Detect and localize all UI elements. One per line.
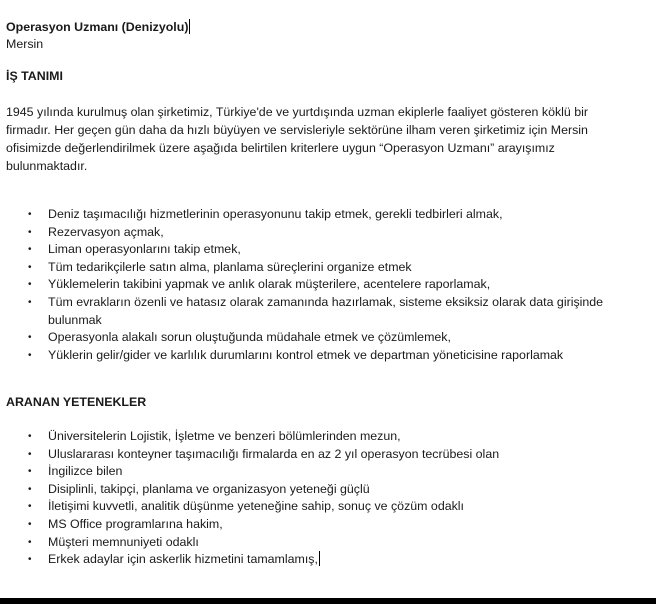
list-item	[6, 259, 603, 277]
list-item	[6, 534, 499, 552]
list-item-text: Liman operasyonlarını takip etmek,	[48, 242, 241, 257]
bullet-icon: •	[28, 244, 32, 256]
section-heading-requirements: ARANAN YETENEKLER	[6, 395, 147, 409]
list-item	[6, 481, 499, 499]
bullet-icon: •	[28, 261, 32, 273]
list-item-text: Tüm evrakların özenli ve hatasız olarak zamanında hazırlamak, sisteme eksiksiz olarak data girişinde	[48, 294, 604, 309]
intro-line: ofisimizde değerlendirilmek üzere aşağıda belirtilen kriterlere uygun “Operasyon Uzmanı” arayışımız	[6, 141, 555, 155]
bullet-icon: •	[28, 431, 32, 442]
bullet-icon: •	[28, 296, 32, 308]
list-item	[6, 294, 603, 329]
text-cursor	[319, 551, 320, 566]
duties-list	[6, 206, 603, 364]
section-heading-job-description: İŞ TANIMI	[6, 69, 63, 83]
list-item-text: Müşteri memnuniyeti odaklı	[48, 534, 199, 549]
list-item	[6, 241, 603, 259]
intro-paragraph	[6, 103, 636, 175]
list-item	[6, 498, 499, 516]
list-item	[6, 347, 603, 365]
text-cursor	[189, 19, 190, 34]
list-item-text: İngilizce bilen	[48, 464, 123, 479]
intro-line: 1945 yılında kurulmuş olan şirketimiz, Türkiye'de ve yurtdışında uzman ekiplerle faaliyet gösteren köklü bir	[6, 105, 589, 119]
bullet-icon: •	[28, 226, 32, 238]
bullet-icon: •	[28, 536, 32, 548]
list-item-text: Rezervasyon açmak,	[48, 224, 164, 239]
bullet-icon: •	[28, 448, 32, 460]
bullet-icon: •	[28, 279, 32, 291]
list-item-text: İletişimi kuvvetli, analitik düşünme yeteneğine sahip, sonuç ve çözüm odaklı	[48, 499, 464, 514]
list-item-text: Tüm tedarikçilerle satın alma, planlama süreçlerini organize etmek	[48, 259, 412, 274]
list-item-text: Yüklemelerin takibini yapmak ve anlık olarak müşterilere, acentelere raporlamak,	[48, 277, 491, 292]
bullet-icon: •	[28, 483, 32, 495]
list-item-text-continuation: bulunmak	[48, 312, 102, 327]
list-item-text: Üniversitelerin Lojistik, İşletme ve benzeri bölümlerinden mezun,	[48, 429, 401, 443]
bullet-icon: •	[28, 518, 32, 530]
list-item-text: MS Office programlarına hakim,	[48, 516, 223, 531]
list-item-text: Disiplinli, takipçi, planlama ve organizasyon yeteneği güçlü	[48, 481, 370, 496]
list-item	[6, 446, 499, 464]
intro-line: bulunmaktadır.	[6, 159, 88, 173]
job-title	[6, 19, 190, 35]
job-title-text: Operasyon Uzmanı (Denizyolu)	[6, 20, 189, 34]
list-item-text: Erkek adaylar için askerlik hizmetini tamamlamış,	[48, 552, 318, 567]
bullet-icon: •	[28, 209, 32, 220]
list-item	[6, 276, 603, 294]
intro-line: firmadır. Her geçen gün daha da hızlı büyüyen ve servisleriyle sektörüne ilham veren şirketimiz için Mersin	[6, 123, 588, 137]
list-item-text: Deniz taşımacılığı hizmetlerinin operasyonunu takip etmek, gerekli tedbirleri almak,	[48, 207, 503, 221]
list-item-text: Uluslararası konteyner taşımacılığı firmalarda en az 2 yıl operasyon tecrübesi olan	[48, 446, 500, 461]
list-item	[6, 329, 603, 347]
list-item	[6, 551, 499, 569]
list-item-text: Yüklerin gelir/gider ve karlılık durumlarını kontrol etmek ve departman yöneticisine raporlamak	[48, 347, 564, 362]
list-item-text: Operasyonla alakalı sorun oluştuğunda müdahale etmek ve çözümlemek,	[48, 330, 451, 345]
bullet-icon: •	[28, 501, 32, 513]
job-location: Mersin	[6, 37, 44, 51]
bullet-icon: •	[28, 466, 32, 478]
list-item	[6, 224, 603, 242]
bullet-icon: •	[28, 349, 32, 361]
list-item	[6, 428, 499, 446]
bullet-icon: •	[28, 554, 32, 566]
list-item	[6, 463, 499, 481]
bullet-icon: •	[28, 332, 32, 344]
list-item	[6, 516, 499, 534]
bottom-edge-bar	[0, 598, 656, 604]
list-item	[6, 206, 603, 224]
skills-list	[6, 428, 499, 569]
